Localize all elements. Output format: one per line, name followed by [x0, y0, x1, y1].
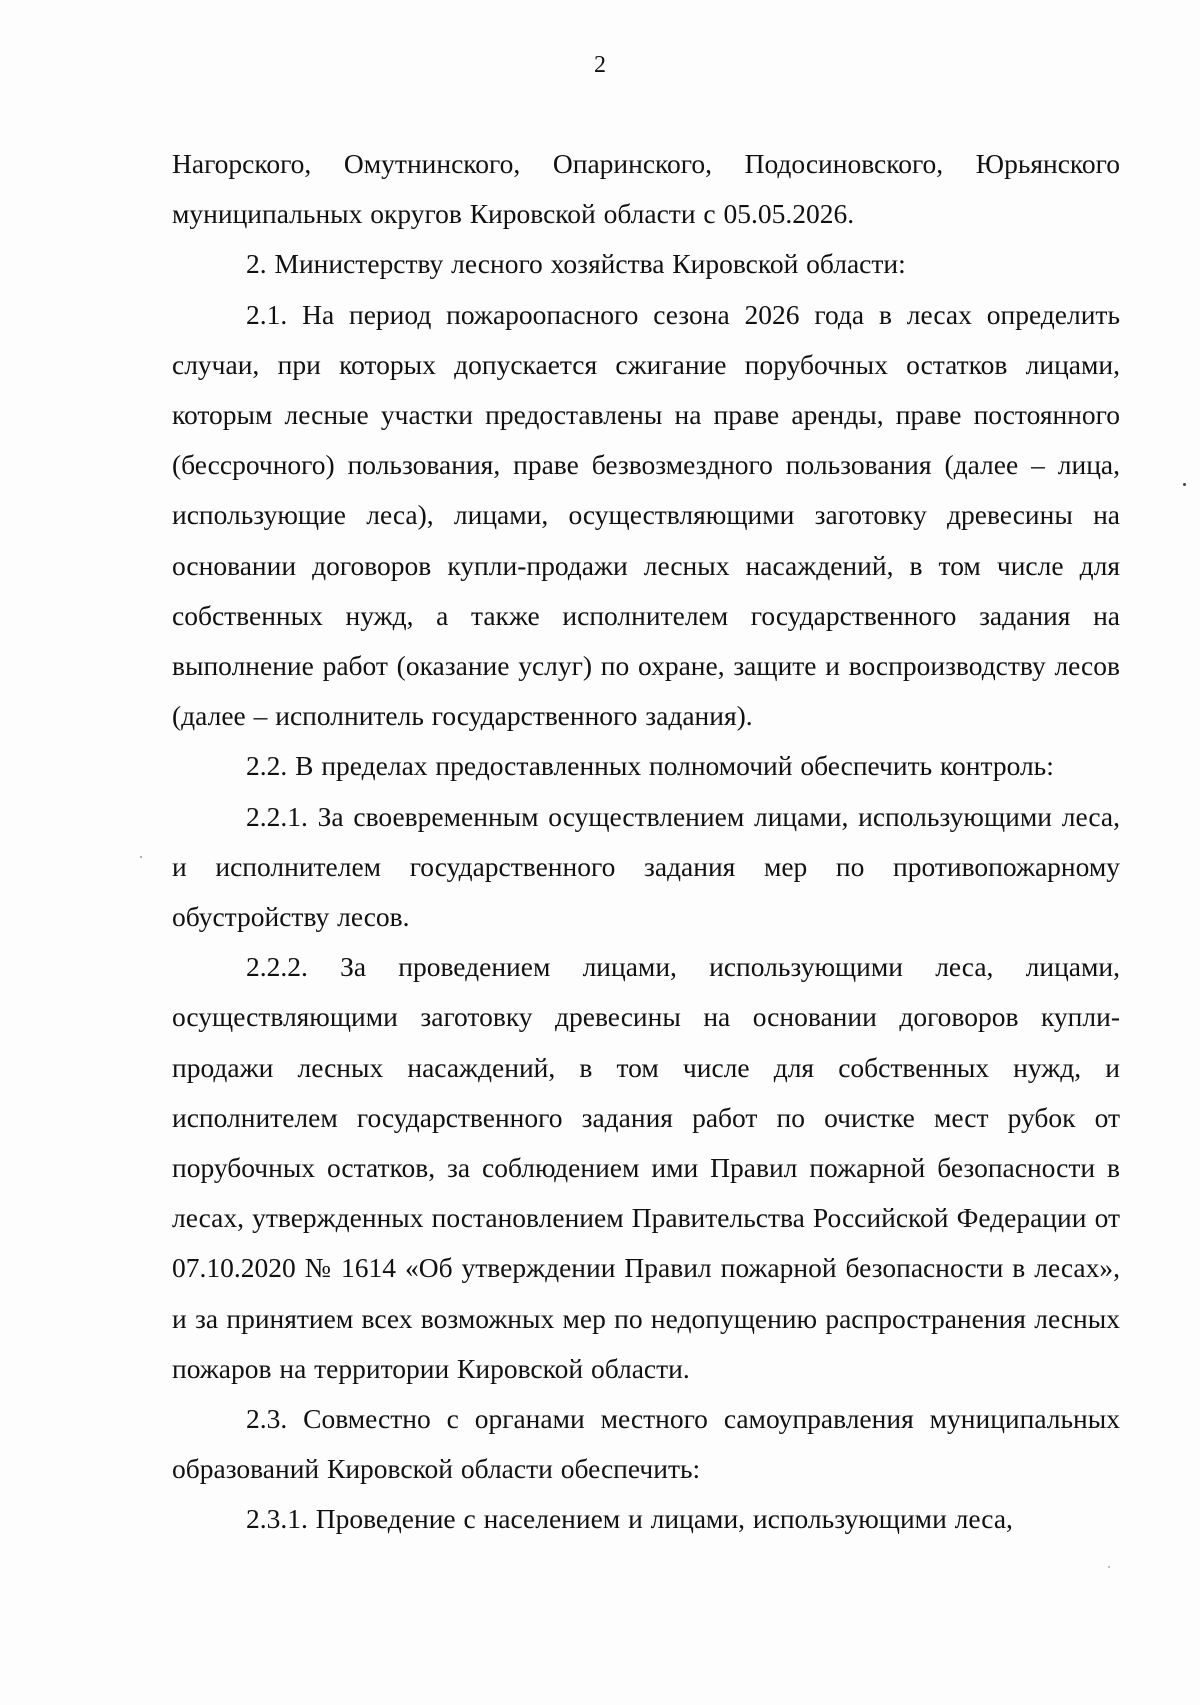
paragraph-item-2-2-1: 2.2.1. За своевременным осуществлением лицами, использующими леса, и исполнителем государственного задания мер по противопожарному обустройству лесов. — [172, 800, 1120, 933]
paragraph-item-2-1: 2.1. На период пожароопасного сезона 2026 года в лесах определить случаи, при которых допускается сжигание порубочных остатков лицами, которым лесные участки предоставлены на праве аренды, праве постоянного (бессрочного) пользования, праве безвозмездного пользования (далее – лица, использующие леса), лицами, осуществляющими заготовку древесины на основании договоров купли-продажи лесных насаждений, в том числе для собственных нужд, а также исполнителем государственного задания на выполнение работ (оказание услуг) по охране, защите и воспроизводству лесов (далее – исполнитель государственного задания). — [172, 298, 1120, 732]
scan-artifact-dot — [1183, 483, 1186, 486]
paragraph-item-2-3: 2.3. Совместно с органами местного самоуправления муниципальных образований Кировской области обеспечить: — [172, 1403, 1120, 1485]
paragraph-item-2: 2. Министерству лесного хозяйства Кировской области: — [246, 248, 906, 280]
paragraph-item-2-3-1: 2.3.1. Проведение с населением и лицами, использующими леса, — [246, 1503, 1013, 1535]
page-number: 2 — [594, 52, 606, 78]
scan-artifact-dot — [1108, 1566, 1110, 1568]
document-body — [172, 139, 1120, 1545]
scan-artifact-dot — [140, 856, 142, 858]
paragraph-continuation: Нагорского, Омутнинского, Опаринского, Подосиновского, Юрьянского муниципальных округов Кировской области с 05.05.2026. — [172, 148, 1120, 230]
paragraph-item-2-2: 2.2. В пределах предоставленных полномочий обеспечить контроль: — [246, 750, 1054, 782]
paragraph-item-2-2-2: 2.2.2. За проведением лицами, использующими леса, лицами, осуществляющими заготовку древесины на основании договоров купли-продажи лесных насаждений, в том числе для собственных нужд, и исполнителем государственного задания работ по очистке мест рубок от порубочных остатков, за соблюдением ими Правил пожарной безопасности в лесах, утвержденных постановлением Правительства Российской Федерации от 07.10.2020 № 1614 «Об утверждении Правил пожарной безопасности в лесах», и за принятием всех возможных мер по недопущению распространения лесных пожаров на территории Кировской области. — [172, 951, 1120, 1384]
